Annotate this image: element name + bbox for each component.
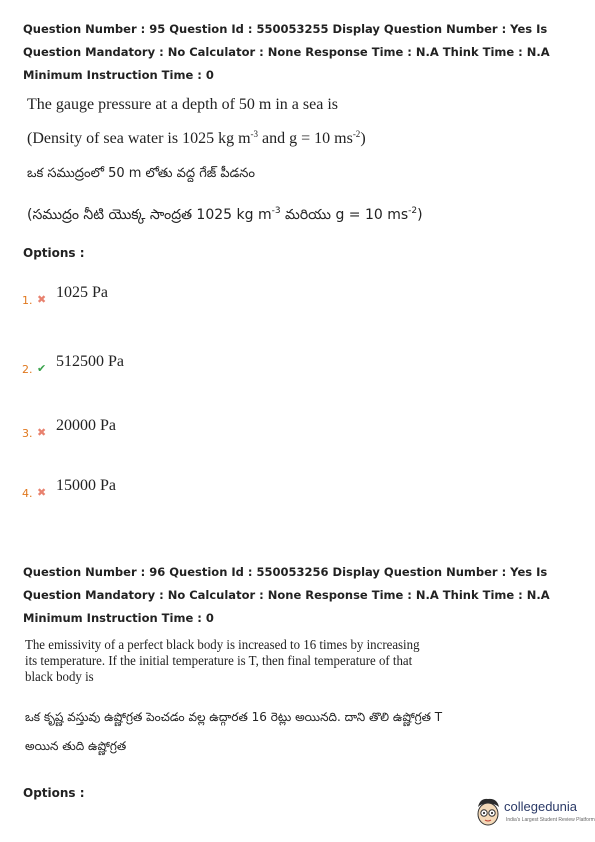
question-text-telugu-2 — [27, 206, 423, 226]
option-value: 1025 Pa — [56, 284, 108, 301]
option-number: 2. — [22, 363, 33, 376]
option-value: 15000 Pa — [56, 477, 116, 494]
text-segment: (సముద్రం నీటి యొక్క సాంద్రత 1025 kg m — [27, 207, 272, 223]
text-segment: (Density of sea water is 1025 kg m — [27, 130, 251, 147]
cross-icon: ✖ — [37, 486, 47, 499]
mascot-icon — [474, 797, 502, 829]
exponent: -3 — [271, 206, 281, 216]
option-number: 4. — [22, 487, 33, 500]
cross-icon: ✖ — [37, 293, 47, 306]
question-text-line: The gauge pressure at a depth of 50 m in a sea is — [27, 96, 339, 113]
options-label: Options : — [23, 786, 85, 800]
option-value: 512500 Pa — [56, 353, 124, 370]
brand-tagline: India's Largest Student Review Platform — [506, 817, 595, 823]
exponent: -3 — [250, 129, 259, 139]
exponent: -2 — [408, 206, 418, 216]
text-segment: మరియు g = 10 ms — [280, 207, 409, 223]
brand-name: collegedunia — [504, 799, 578, 814]
question-text-telugu: ఒక సముద్రంలో 50 m లోతు వద్ద గేజ్ పీడనం — [27, 166, 256, 181]
text-segment: and g = 10 ms — [258, 130, 353, 147]
question-text-line-2 — [27, 129, 366, 148]
question-text — [27, 96, 338, 114]
question-meta: Question Number : 96 Question Id : 550053256 Display Question Number : Yes Is Question Mandatory : No Calculator : None Response Time : N.A Think Time : N.A Minimum Instruction Time : 0 — [23, 565, 550, 625]
question-meta: Question Number : 95 Question Id : 550053255 Display Question Number : Yes Is Question Mandatory : No Calculator : None Response Time : N.A Think Time : N.A Minimum Instruction Time : 0 — [23, 22, 550, 82]
exponent: -2 — [352, 129, 361, 139]
cross-icon: ✖ — [37, 426, 47, 439]
question-text-telugu-2: అయిన తుది ఉష్ణోగ్రత — [25, 739, 127, 753]
text-segment: ) — [417, 207, 423, 223]
option-number: 3. — [22, 427, 33, 440]
question-text: The emissivity of a perfect black body is increased to 16 times by increasing its temperature. If the initial temperature is T, then final temperature of that black body is — [25, 638, 420, 685]
options-label: Options : — [23, 246, 85, 260]
option-number: 1. — [22, 294, 33, 307]
option-value: 20000 Pa — [56, 417, 116, 434]
text-segment: ) — [360, 130, 366, 147]
collegedunia-logo — [474, 797, 595, 831]
question-text-telugu: ఒక కృష్ణ వస్తువు ఉష్ణోగ్రత పెంచడం వల్ల ఉద్గారత 16 రెట్లు అయినది. దాని తొలి ఉష్ణోగ్రత T — [25, 710, 443, 724]
check-icon: ✔ — [37, 362, 47, 375]
